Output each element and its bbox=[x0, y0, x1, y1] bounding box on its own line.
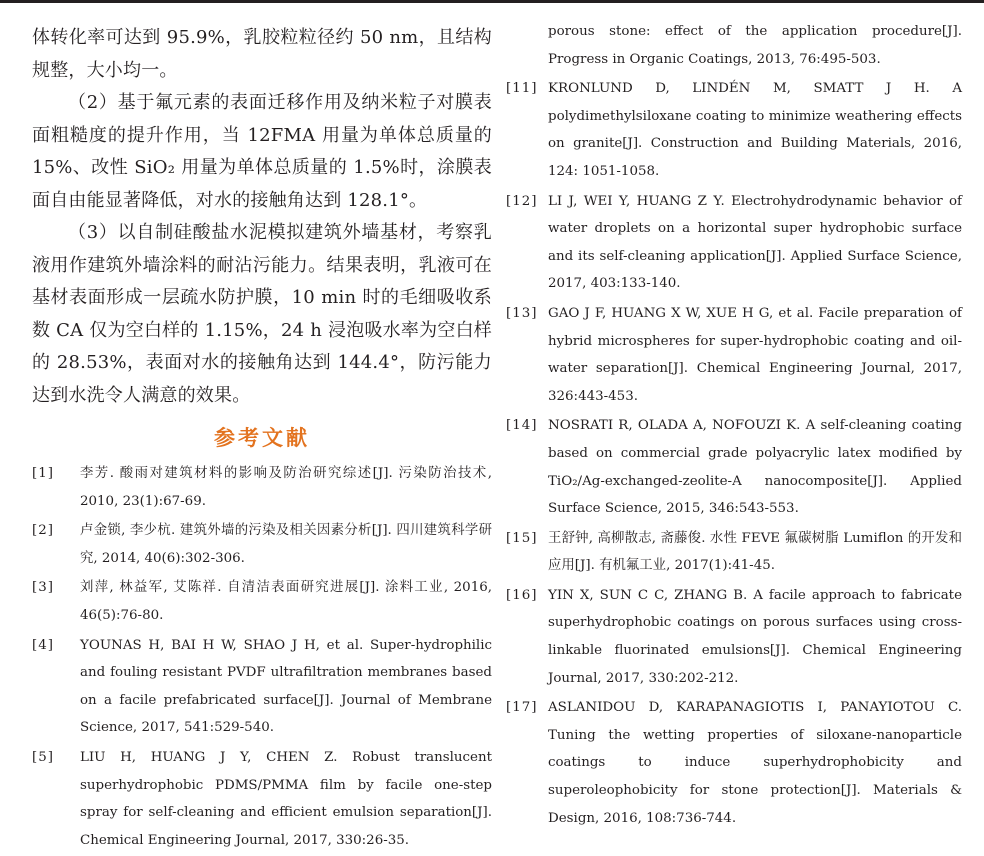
reference-text: ASLANIDOU D, KARAPANAGIOTIS I, PANAYIOTOU C. Tuning the wetting properties of siloxane-nanoparticle coatings to induce superhydrophobicity and superoleophobicity for stone protection[J]. Materials & Design, 2016, 108:736-744. bbox=[548, 700, 962, 826]
reference-number: [12] bbox=[506, 193, 538, 209]
reference-item bbox=[32, 460, 492, 515]
reference-number: [13] bbox=[506, 305, 538, 321]
reference-text: YIN X, SUN C C, ZHANG B. A facile approach to fabricate superhydrophobic coatings on porous surfaces using cross-linkable fluorinated emulsions[J]. Chemical Engineering Journal, 2017, 330:202-212. bbox=[548, 587, 962, 686]
left-column bbox=[32, 22, 492, 856]
reference-number: [3] bbox=[32, 580, 54, 596]
reference-number: [15] bbox=[506, 530, 538, 546]
reference-text: 卢金锁, 李少杭. 建筑外墙的污染及相关因素分析[J]. 四川建筑科学研究, 2014, 40(6):302-306. bbox=[80, 523, 492, 566]
reference-item bbox=[506, 525, 962, 580]
reference-number: [16] bbox=[506, 587, 538, 603]
reference-text: porous stone: effect of the application procedure[J]. Progress in Organic Coatings, 2013, 76:495-503. bbox=[548, 24, 962, 67]
reference-number: [17] bbox=[506, 700, 538, 716]
reference-number: [4] bbox=[32, 637, 54, 653]
reference-text: 王舒钟, 高柳散志, 斋藤俊. 水性 FEVE 氟碳树脂 Lumiflon 的开发和应用[J]. 有机氟工业, 2017(1):41-45. bbox=[548, 530, 962, 574]
top-rule bbox=[0, 0, 984, 3]
reference-item bbox=[506, 188, 962, 298]
reference-item bbox=[32, 574, 492, 629]
reference-text: KRONLUND D, LINDÉN M, SMATT J H. A polydimethylsiloxane coating to minimize weathering effects on granite[J]. Construction and Building Materials, 2016, 124: 1051-1058. bbox=[548, 81, 962, 179]
reference-text: 李芳. 酸雨对建筑材料的影响及防治研究综述[J]. 污染防治技术, 2010, 23(1):67-69. bbox=[80, 466, 492, 509]
reference-number: [11] bbox=[506, 81, 538, 97]
reference-item bbox=[506, 412, 962, 522]
reference-text: YOUNAS H, BAI H W, SHAO J H, et al. Super-hydrophilic and fouling resistant PVDF ultrafiltration membranes based on a facile prefabricated surface[J]. Journal of Membrane Science, 2017, 541:529-540. bbox=[80, 637, 492, 736]
reference-item bbox=[32, 744, 492, 854]
reference-number: [5] bbox=[32, 749, 54, 765]
reference-text: 刘萍, 林益军, 艾陈祥. 自清洁表面研究进展[J]. 涂料工业, 2016, 46(5):76-80. bbox=[80, 580, 492, 623]
reference-item bbox=[32, 517, 492, 572]
reference-item bbox=[506, 582, 962, 692]
reference-number: [1] bbox=[32, 466, 54, 481]
body-paragraph-1: 体转化率可达到 95.9%，乳胶粒粒径约 50 nm，且结构规整，大小均一。 bbox=[32, 27, 492, 81]
reference-item bbox=[32, 632, 492, 742]
body-paragraph-2: （2）基于氟元素的表面迁移作用及纳米粒子对膜表面粗糙度的提升作用，当 12FMA 用量为单体总质量的 15%、改性 SiO₂ 用量为单体总质量的 1.5%时，涂膜表面自由能显著降低，对水的接触角达到 128.1°。 bbox=[32, 92, 492, 211]
reference-number: [2] bbox=[32, 523, 54, 539]
reference-text: NOSRATI R, OLADA A, NOFOUZI K. A self-cleaning coating based on commercial grade polyacrylic latex modified by TiO₂/Ag-exchanged-zeolite-A nanocomposite[J]. Applied Surface Science, 2015, 346:543-553. bbox=[548, 418, 962, 517]
body-paragraph-3: （3）以自制硅酸盐水泥模拟建筑外墙基材，考察乳液用作建筑外墙涂料的耐沾污能力。结果表明，乳液可在基材表面形成一层疏水防护膜，10 min 时的毛细吸收系数 CA 仅为空白样的 1.15%，24 h 浸泡吸水率为空白样的 28.53%，表面对水的接触角达到 144.4°，防污能力达到水洗令人满意的效果。 bbox=[32, 222, 492, 406]
right-column bbox=[506, 18, 962, 834]
reference-text: LIU H, HUANG J Y, CHEN Z. Robust translucent superhydrophobic PDMS/PMMA film by facile one-step spray for self-cleaning and efficient emulsion separation[J]. Chemical Engineering Journal, 2017, 330:26-35. bbox=[80, 749, 492, 848]
reference-number: [14] bbox=[506, 418, 538, 434]
reference-continuation bbox=[510, 18, 962, 73]
references-heading: 参考文献 bbox=[214, 426, 310, 450]
reference-item bbox=[506, 75, 962, 185]
reference-text: LI J, WEI Y, HUANG Z Y. Electrohydrodynamic behavior of water droplets on a horizontal super hydrophobic surface and its self-cleaning application[J]. Applied Surface Science, 2017, 403:133-140. bbox=[548, 193, 962, 292]
reference-item bbox=[506, 300, 962, 410]
reference-item bbox=[506, 694, 962, 832]
reference-text: GAO J F, HUANG X W, XUE H G, et al. Facile preparation of hybrid microspheres for super-hydrophobic coating and oil-water separation[J]. Chemical Engineering Journal, 2017, 326:443-453. bbox=[548, 305, 962, 404]
